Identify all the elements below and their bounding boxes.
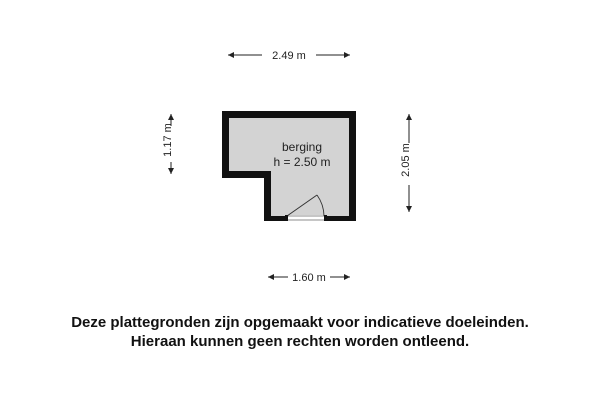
dimension-bottom <box>268 272 350 284</box>
dimension-bottom-label: 1.60 m <box>292 272 326 284</box>
disclaimer-line-2: Hieraan kunnen geen rechten worden ontleend. <box>130 333 470 350</box>
room-name: berging <box>281 140 323 154</box>
disclaimer-line-1: Deze plattegronden zijn opgemaakt voor indicatieve doeleinden. <box>71 314 529 331</box>
dimension-top <box>228 50 350 62</box>
dimension-top-label: 2.49 m <box>272 50 306 62</box>
room-height: h = 2.50 m <box>273 155 331 169</box>
dimension-right-label: 2.05 m <box>400 143 412 177</box>
room-berging <box>222 111 356 222</box>
dimension-left-label: 1.17 m <box>162 123 174 157</box>
dimension-left <box>162 114 174 174</box>
dimension-right <box>400 114 412 212</box>
